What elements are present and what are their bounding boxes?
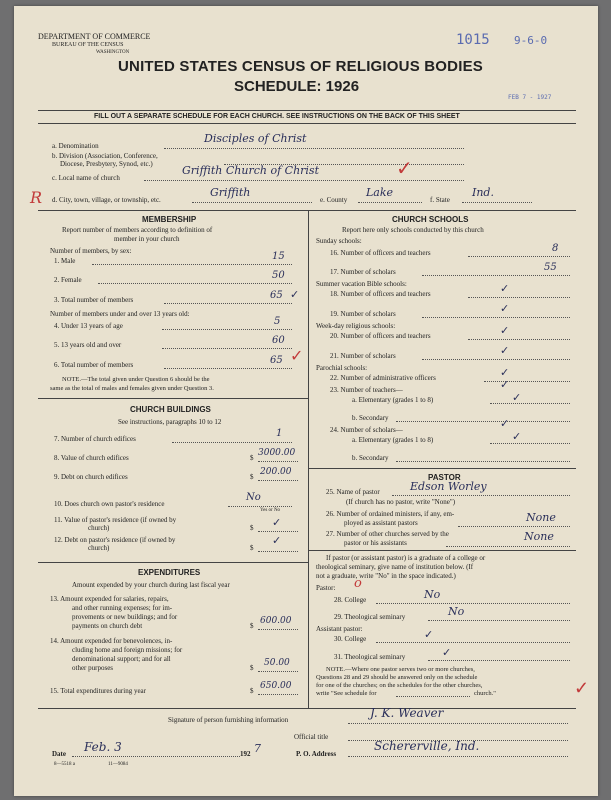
check-mark-icon: ✓ <box>272 535 282 547</box>
q3-label: 3. Total number of members <box>54 296 134 304</box>
q26-label: 26. Number of ordained ministers, if any, em- <box>326 510 455 518</box>
q13-dollar: $ <box>250 622 254 630</box>
q28-value[interactable]: No <box>424 588 441 601</box>
po-address-label: P. O. Address <box>296 750 337 758</box>
q2-line <box>98 283 292 284</box>
q29-value[interactable]: No <box>448 605 465 618</box>
q24b-label: b. Secondary <box>352 454 389 462</box>
q28-line <box>376 603 570 604</box>
q2-value[interactable]: 50 <box>272 270 285 281</box>
red-circle-mark: o <box>354 576 362 591</box>
graduate-instructions-3: not a graduate, write "No" in the space indicated.) <box>316 572 456 580</box>
buildings-bottom-rule <box>38 562 308 563</box>
buildings-title: CHURCH BUILDINGS <box>130 405 211 414</box>
q7-label: 7. Number of church edifices <box>54 435 136 443</box>
margin-mark: R <box>30 188 43 207</box>
section-bottom-rule <box>38 708 576 709</box>
q8-value[interactable]: 3000.00 <box>258 448 296 458</box>
q14-label-3: denominational support; and for all <box>72 655 171 663</box>
q31-line[interactable] <box>428 660 570 661</box>
date-line <box>72 756 240 757</box>
check-mark-icon: ✓ <box>442 647 452 659</box>
check-mark-icon: ✓ <box>500 325 510 337</box>
pastor-title: PASTOR <box>428 473 461 482</box>
census-schedule-page <box>14 6 598 796</box>
q9-line <box>258 480 298 481</box>
banner-bottom-rule <box>38 123 576 124</box>
division-label-2: Diocese, Presbytery, Synod, etc.) <box>60 160 153 168</box>
q2-label: 2. Female <box>54 276 82 284</box>
q6-value[interactable]: 65 <box>270 355 283 366</box>
q23b-line[interactable] <box>396 421 570 422</box>
q24-label: 24. Number of scholars— <box>330 426 403 434</box>
q14-value[interactable]: 50.00 <box>264 658 290 668</box>
q12-label: 12. Debt on pastor's residence (if owned by <box>54 536 176 544</box>
pastor-subheading: Pastor: <box>316 584 336 592</box>
q18-label: 18. Number of officers and teachers <box>330 290 431 298</box>
q12-dollar: $ <box>250 544 254 552</box>
q6-label: 6. Total number of members <box>54 361 134 369</box>
q26-label-2: ployed as assistant pastors <box>344 519 418 527</box>
q7-value[interactable]: 1 <box>276 428 283 439</box>
q20-line[interactable] <box>468 339 570 340</box>
q15-value[interactable]: 650.00 <box>260 681 292 691</box>
signature-line <box>348 723 568 724</box>
city-value[interactable]: Griffith <box>210 186 251 199</box>
membership-intro: Report number of members according to definition of <box>62 226 213 234</box>
code-stamp: 9-6-0 <box>514 34 548 47</box>
q10-label: 10. Does church own pastor's residence <box>54 500 165 508</box>
check-mark-icon: ✓ <box>512 431 522 443</box>
q14-label-2: cluding home and foreign missions; for <box>72 646 183 654</box>
print-number: 11—9084 <box>108 762 128 767</box>
q19-label: 19. Number of scholars <box>330 310 396 318</box>
county-value[interactable]: Lake <box>366 186 394 199</box>
q13-line <box>258 629 298 630</box>
check-mark-icon: ✓ <box>500 367 510 379</box>
q10-value[interactable]: No <box>246 492 261 503</box>
form-title: UNITED STATES CENSUS OF RELIGIOUS BODIES <box>118 58 483 75</box>
q23a-label: a. Elementary (grades 1 to 8) <box>352 396 434 404</box>
bureau-label: BUREAU OF THE CENSUS <box>52 42 124 48</box>
q23b-label: b. Secondary <box>352 414 389 422</box>
state-value[interactable]: Ind. <box>472 186 494 199</box>
q12-line[interactable] <box>258 551 298 552</box>
summer-schools-heading: Summer vacation Bible schools: <box>316 280 407 288</box>
city-label-d: d. City, town, village, or township, etc. <box>52 196 161 204</box>
parochial-schools-heading: Parochial schools: <box>316 364 368 372</box>
pastor-note-2: Questions 28 and 29 should be answered only on the schedule <box>316 674 478 681</box>
q28-label: 28. College <box>334 596 367 604</box>
yes-no-hint: Yes or No <box>260 508 281 513</box>
q26-line <box>458 526 570 527</box>
q17-line <box>422 275 570 276</box>
banner-top-rule <box>38 110 576 111</box>
q25-value[interactable]: Edson Worley <box>410 480 487 493</box>
schools-bottom-rule <box>308 468 576 469</box>
check-mark-icon: ✓ <box>512 392 522 404</box>
church-name-label: c. Local name of church <box>52 174 120 182</box>
q13-label: 13. Amount expended for salaries, repairs, <box>50 595 169 603</box>
q8-dollar: $ <box>250 454 254 462</box>
schools-title: CHURCH SCHOOLS <box>392 215 469 224</box>
state-label: f. State <box>430 196 450 204</box>
q1-label: 1. Male <box>54 257 76 265</box>
check-mark-icon: ✓ <box>500 283 510 295</box>
q13-label-3: provements or new buildings; and for <box>72 613 178 621</box>
q22-label: 22. Number of administrative officers <box>330 374 436 382</box>
membership-note: NOTE.—The total given under Question 6 should be the <box>62 376 210 383</box>
q14-label-4: other purposes <box>72 664 114 672</box>
graduate-instructions: If pastor (or assistant pastor) is a graduate of a college or <box>326 554 486 562</box>
q21-label: 21. Number of scholars <box>330 352 396 360</box>
membership-intro-2: member in your church <box>114 235 180 243</box>
q23a-line[interactable] <box>490 403 570 404</box>
q11-line[interactable] <box>258 531 298 532</box>
year-prefix: 192 <box>240 750 251 758</box>
q17-value[interactable]: 55 <box>544 262 557 273</box>
q27-line <box>446 546 570 547</box>
signature-label: Signature of person furnishing information <box>168 716 289 724</box>
q5-value[interactable]: 60 <box>272 335 285 346</box>
church-name-value[interactable]: Griffith Church of Christ <box>182 164 319 177</box>
signature-value[interactable]: J. K. Weaver <box>370 706 444 720</box>
official-title-label: Official title <box>294 733 329 741</box>
section-top-rule <box>38 210 576 211</box>
q23-label: 23. Number of teachers— <box>330 386 403 394</box>
pastor-note-5: church." <box>474 690 496 697</box>
pastor-note-4: write "See schedule for <box>316 690 377 697</box>
q13-value[interactable]: 600.00 <box>260 616 292 626</box>
q31-label: 31. Theological seminary <box>334 653 406 661</box>
city-line <box>192 202 312 203</box>
sunday-schools-heading: Sunday schools: <box>316 237 362 245</box>
q9-value[interactable]: 200.00 <box>260 467 292 477</box>
q16-label: 16. Number of officers and teachers <box>330 249 431 257</box>
q15-line <box>258 694 298 695</box>
q17-label: 17. Number of scholars <box>330 268 396 276</box>
check-mark-icon: ✓ <box>272 517 282 529</box>
county-line <box>358 202 422 203</box>
q11-dollar: $ <box>250 524 254 532</box>
q26-value[interactable]: None <box>526 511 556 524</box>
denomination-value[interactable]: Disciples of Christ <box>204 132 307 145</box>
instruction-banner: FILL OUT A SEPARATE SCHEDULE FOR EACH CHURCH. SEE INSTRUCTIONS ON THE BACK OF THIS SHEET <box>94 113 460 120</box>
expenditures-title: EXPENDITURES <box>138 568 201 577</box>
q11-label: 11. Value of pastor's residence (if owned by <box>54 516 177 524</box>
q15-dollar: $ <box>250 687 254 695</box>
division-label: b. Division (Association, Conference, <box>52 152 158 160</box>
q16-line <box>468 256 570 257</box>
q4-line <box>162 329 292 330</box>
q7-line <box>172 442 292 443</box>
received-date-stamp: FEB 7 - 1927 <box>508 94 552 101</box>
q14-label: 14. Amount expended for benevolences, in- <box>50 637 173 645</box>
q8-label: 8. Value of church edifices <box>54 454 129 462</box>
weekday-schools-heading: Week-day religious schools: <box>316 322 396 330</box>
q19-line[interactable] <box>422 317 570 318</box>
check-mark-icon: ✓ <box>500 303 510 315</box>
q9-dollar: $ <box>250 473 254 481</box>
q11-label-2: church) <box>88 524 110 532</box>
expenditures-intro: Amount expended by your church during last fiscal year <box>72 581 230 589</box>
q29-line <box>428 620 570 621</box>
q24a-label: a. Elementary (grades 1 to 8) <box>352 436 434 444</box>
q24b-line[interactable] <box>396 461 570 462</box>
q15-label: 15. Total expenditures during year <box>50 687 146 695</box>
q16-value[interactable]: 8 <box>552 243 559 254</box>
check-mark-icon: ✓ <box>290 289 300 301</box>
q5-label: 5. 13 years old and over <box>54 341 122 349</box>
date-value[interactable]: Feb. 3 <box>84 740 122 754</box>
q9-label: 9. Debt on church edifices <box>54 473 128 481</box>
denomination-label: a. Denomination <box>52 142 99 150</box>
membership-title: MEMBERSHIP <box>142 215 197 224</box>
file-number-stamp: 1015 <box>456 32 490 48</box>
department-label: DEPARTMENT OF COMMERCE <box>38 32 151 41</box>
denomination-line <box>164 148 464 149</box>
q1-line <box>92 264 292 265</box>
pastor-note: NOTE.—Where one pastor serves two or more churches, <box>326 666 475 673</box>
po-address-line <box>348 756 568 757</box>
pastor-mid-rule <box>308 550 576 551</box>
q1-value[interactable]: 15 <box>272 251 285 262</box>
check-mark-icon: ✓ <box>500 418 510 430</box>
state-line <box>462 202 532 203</box>
q13-label-2: and other running expenses; for im- <box>72 604 173 612</box>
graduate-instructions-2: theological seminary, give name of institution below. (If <box>316 563 474 571</box>
q14-line <box>258 671 298 672</box>
membership-note-2: same as the total of males and females given under Question 3. <box>50 385 214 392</box>
q25-label: 25. Name of pastor <box>326 488 380 496</box>
q24a-line[interactable] <box>490 443 570 444</box>
q27-label-2: pastor or his assistants <box>344 539 407 547</box>
q20-label: 20. Number of officers and teachers <box>330 332 431 340</box>
center-divider <box>308 210 309 708</box>
city-label: WASHINGTON <box>96 50 130 55</box>
assistant-pastor-subheading: Assistant pastor: <box>316 625 363 633</box>
buildings-intro: See instructions, paragraphs 10 to 12 <box>118 418 222 426</box>
check-mark-icon: ✓ <box>500 379 510 391</box>
pastor-note-3: for one of the churches; on the schedules for the other churches, <box>316 682 483 689</box>
year-suffix[interactable]: 7 <box>254 742 261 755</box>
church-name-line <box>144 180 464 181</box>
q3-value[interactable]: 65 <box>270 290 283 301</box>
q3-line <box>164 303 292 304</box>
q18-line[interactable] <box>468 297 570 298</box>
q29-label: 29. Theological seminary <box>334 613 406 621</box>
q12-label-2: church) <box>88 544 110 552</box>
q4-label: 4. Under 13 years of age <box>54 322 123 330</box>
q25-line <box>392 495 570 496</box>
q25-note: (If church has no pastor, write "None") <box>346 498 456 506</box>
schools-intro: Report here only schools conducted by this church <box>342 226 484 234</box>
red-check-mark-icon: ✓ <box>290 348 304 365</box>
q21-line[interactable] <box>422 359 570 360</box>
q5-line <box>162 348 292 349</box>
form-number: 8—5518 a <box>54 762 75 767</box>
q30-line[interactable] <box>376 642 570 643</box>
q4-value[interactable]: 5 <box>274 316 281 327</box>
pastor-note-blank <box>396 696 470 697</box>
q10-line <box>228 506 292 507</box>
q6-line <box>164 368 292 369</box>
county-label: e. County <box>320 196 348 204</box>
q13-label-4: payments on church debt <box>72 622 143 630</box>
red-check-mark: ✓ <box>396 158 413 180</box>
q30-label: 30. College <box>334 635 367 643</box>
red-check-mark-icon: ✓ <box>574 678 590 698</box>
q22-line[interactable] <box>484 381 570 382</box>
q14-dollar: $ <box>250 664 254 672</box>
q27-value[interactable]: None <box>524 530 554 543</box>
po-address-value[interactable]: Schererville, Ind. <box>374 739 480 753</box>
membership-bottom-rule <box>38 398 308 399</box>
check-mark-icon: ✓ <box>500 345 510 357</box>
form-subtitle: SCHEDULE: 1926 <box>234 78 360 95</box>
q27-label: 27. Number of other churches served by the <box>326 530 449 538</box>
members-by-sex-heading: Number of members, by sex: <box>50 247 132 255</box>
date-label: Date <box>52 750 66 758</box>
members-by-age-heading: Number of members under and over 13 years old: <box>50 310 190 318</box>
q8-line <box>258 461 298 462</box>
check-mark-icon: ✓ <box>424 629 434 641</box>
